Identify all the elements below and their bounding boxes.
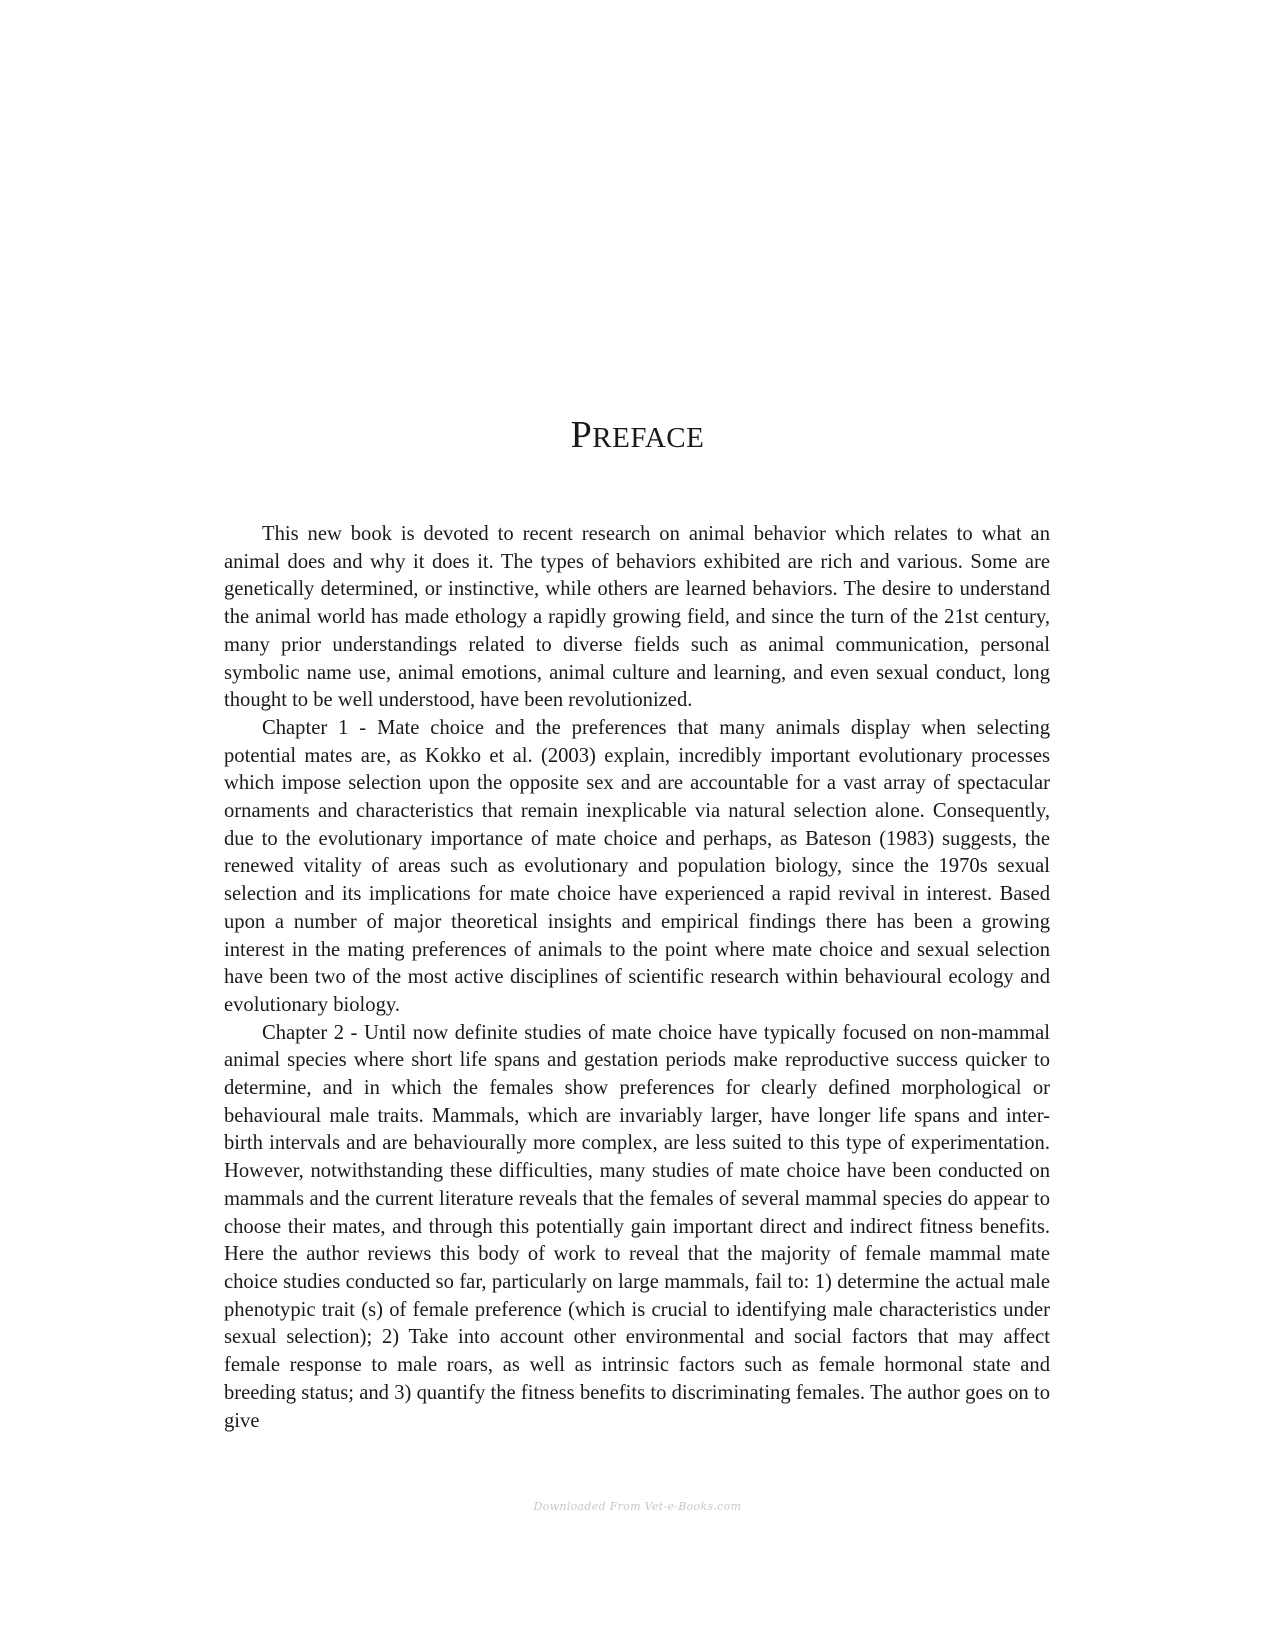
preface-body <box>224 521 1050 1435</box>
page-title <box>0 416 1275 454</box>
watermark: Downloaded From Vet-e-Books.com <box>533 1500 742 1513</box>
title-first-letter: P <box>570 414 593 456</box>
paragraph-chapter-2: Chapter 2 - Until now definite studies of mate choice have typically focused on non-mammal animal species where short life spans and gestation periods make reproductive success quicker to determine, and in which the females show preferences for clearly defined morphological or behavioural male traits. Mammals, which are invariably larger, have longer life spans and inter-birth intervals and are behaviourally more complex, are less suited to this type of experimentation. However, notwithstanding these difficulties, many studies of mate choice have been conducted on mammals and the current literature reveals that the females of several mammal species do appear to choose their mates, and through this potentially gain important direct and indirect fitness benefits. Here the author reviews this body of work to reveal that the majority of female mammal mate choice studies conducted so far, particularly on large mammals, fail to: 1) determine the actual male phenotypic trait (s) of female preference (which is crucial to identifying male characteristics under sexual selection); 2) Take into account other environmental and social factors that may affect female response to male roars, as well as intrinsic factors such as female hormonal state and breeding status; and 3) quantify the fitness benefits to discriminating females. The author goes on to give <box>224 1021 1050 1432</box>
paragraph-chapter-1: Chapter 1 - Mate choice and the preferences that many animals display when selecting potential mates are, as Kokko et al. (2003) explain, incredibly important evolutionary processes which impose selection upon the opposite sex and are accountable for a vast array of spectacular ornaments and characteristics that remain inexplicable via natural selection alone. Consequently, due to the evolutionary importance of mate choice and perhaps, as Bateson (1983) suggests, the renewed vitality of areas such as evolutionary and population biology, since the 1970s sexual selection and its implications for mate choice have experienced a rapid revival in interest. Based upon a number of major theoretical insights and empirical findings there has been a growing interest in the mating preferences of animals to the point where mate choice and sexual selection have been two of the most active disciplines of scientific research within behavioural ecology and evolutionary biology. <box>224 716 1050 1016</box>
paragraph-intro: This new book is devoted to recent research on animal behavior which relates to what an animal does and why it does it. The types of behaviors exhibited are rich and various. Some are genetically determined, or instinctive, while others are learned behaviors. The desire to understand the animal world has made ethology a rapidly growing field, and since the turn of the 21st century, many prior understandings related to diverse fields such as animal communication, personal symbolic name use, animal emotions, animal culture and learning, and even sexual conduct, long thought to be well understood, have been revolutionized. <box>224 523 1050 712</box>
title-rest: REFACE <box>592 422 705 454</box>
